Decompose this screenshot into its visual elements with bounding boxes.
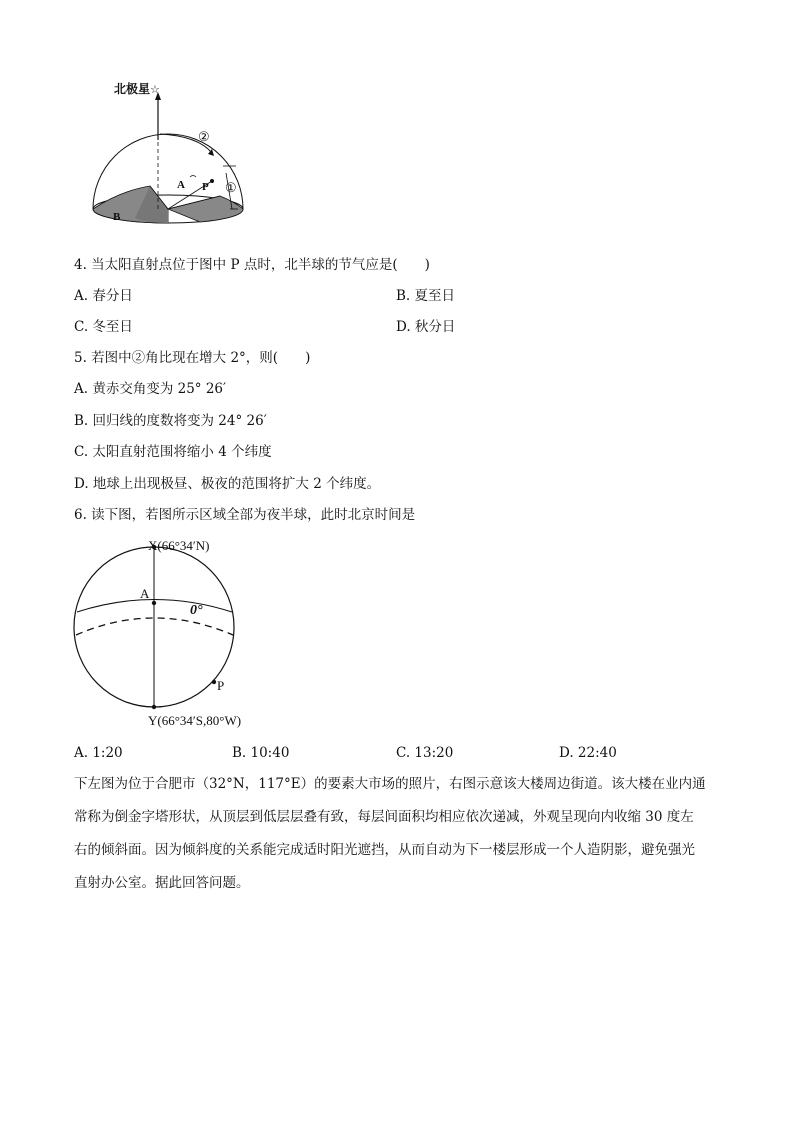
q6-stem: 6. 读下图，若图所示区域全部为夜半球，此时北京时间是 [74, 507, 416, 523]
label-region-b: B [113, 211, 121, 223]
star-icon: ☆ [150, 84, 160, 96]
q6-option-b[interactable]: B. 10:40 [232, 745, 290, 761]
label-angle-1: ① [225, 180, 237, 195]
passage-line-2: 常称为倒金字塔形状，从顶层到低层层叠有致，每层间面积均相应依次递减，外观呈现向内收缩 30 度左 [74, 809, 694, 825]
q5-stem: 5. 若图中②角比现在增大 2°，则( ) [74, 350, 311, 366]
label-point-a: A [177, 179, 185, 191]
label-p: P [217, 678, 225, 693]
label-point-p: P [202, 181, 209, 193]
label-angle-2: ② [198, 129, 210, 144]
circle-figure [70, 535, 280, 733]
q4-stem: 4. 当太阳直射点位于图中 P 点时，北半球的节气应是( ) [74, 257, 430, 273]
label-zero-degree: 0° [190, 603, 203, 618]
q6-option-d[interactable]: D. 22:40 [559, 745, 617, 761]
q4-option-d[interactable]: D. 秋分日 [396, 319, 456, 335]
q6-option-c[interactable]: C. 13:20 [396, 745, 454, 761]
passage [74, 768, 720, 900]
q4-option-a[interactable]: A. 春分日 [74, 288, 133, 304]
label-x: X(66°34′N) [148, 538, 210, 553]
passage-line-3: 右的倾斜面。因为倾斜度的关系能完成适时阳光遮挡，从而自动为下一楼层形成一个人造阴影，避免强光 [74, 842, 695, 858]
hemisphere-figure [80, 78, 260, 233]
passage-line-4: 直射办公室。据此回答问题。 [74, 875, 250, 891]
star-label: 北极星 [114, 82, 151, 96]
q5-option-c[interactable]: C. 太阳直射范围将缩小 4 个纬度 [74, 444, 272, 460]
q5-option-a[interactable]: A. 黄赤交角变为 25° 26′ [74, 381, 227, 397]
q6-option-a[interactable]: A. 1:20 [74, 745, 123, 761]
q4-option-c[interactable]: C. 冬至日 [74, 319, 133, 335]
q5-option-b[interactable]: B. 回归线的度数将变为 24° 26′ [74, 413, 267, 429]
q5-option-d[interactable]: D. 地球上出现极昼、极夜的范围将扩大 2 个纬度。 [74, 476, 381, 492]
q4-option-b[interactable]: B. 夏至日 [396, 288, 456, 304]
label-y: Y(66°34′S,80°W) [148, 713, 242, 728]
passage-line-1: 下左图为位于合肥市（32°N，117°E）的要素大市场的照片，右图示意该大楼周边街道。该大楼在业内通 [74, 776, 706, 792]
label-a: A [140, 586, 150, 601]
